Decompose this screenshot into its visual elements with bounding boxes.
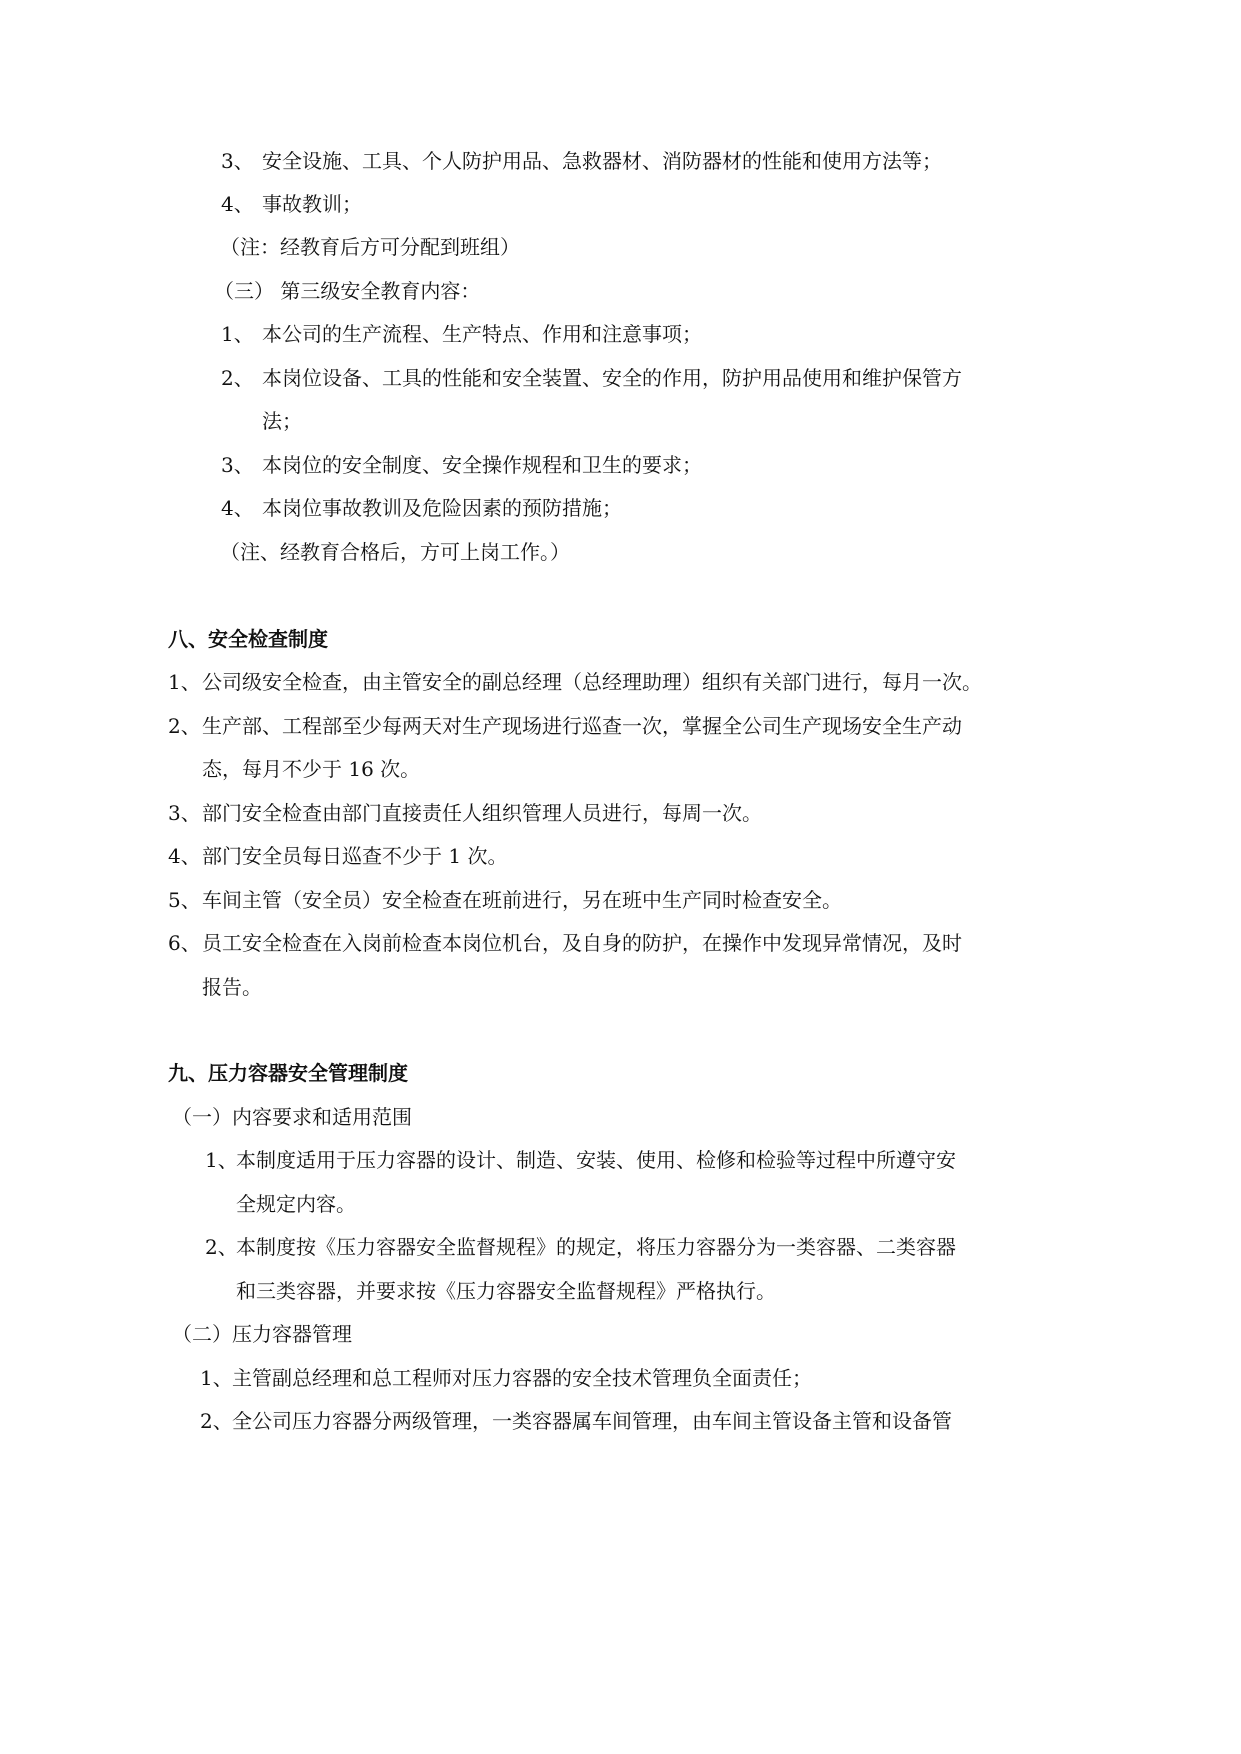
list-item: 主管副总经理和总工程师对压力容器的安全技术管理负全面责任； [232, 1366, 812, 1390]
list-item: 本制度按《压力容器安全监督规程》的规定，将压力容器分为一类容器、二类容器 [236, 1235, 956, 1259]
note: （注：经教育后方可分配到班组） [220, 235, 520, 259]
section-title: 八、安全检查制度 [168, 627, 328, 651]
list-number: 1、 [205, 1148, 238, 1172]
list-number: 3、 [221, 149, 254, 173]
list-number: 2、 [168, 714, 201, 738]
section-title: 九、压力容器安全管理制度 [168, 1061, 408, 1085]
list-item: 车间主管（安全员）安全检查在班前进行，另在班中生产同时检查安全。 [202, 888, 842, 912]
list-item-continuation: 态，每月不少于 16 次。 [202, 757, 421, 781]
list-item: 公司级安全检查，由主管安全的副总经理（总经理助理）组织有关部门进行，每月一次。 [202, 670, 982, 694]
list-number: 2、 [221, 366, 254, 390]
list-item: 本公司的生产流程、生产特点、作用和注意事项； [262, 322, 702, 346]
list-item: 安全设施、工具、个人防护用品、急救器材、消防器材的性能和使用方法等； [262, 149, 942, 173]
list-number: 2、 [200, 1409, 233, 1433]
subsection-heading: （三） 第三级安全教育内容： [214, 279, 481, 303]
subsection-heading: （一）内容要求和适用范围 [172, 1105, 412, 1129]
list-item-continuation: 报告。 [202, 975, 262, 999]
list-item-continuation: 和三类容器，并要求按《压力容器安全监督规程》严格执行。 [236, 1279, 776, 1303]
list-number: 6、 [168, 931, 201, 955]
list-item: 全公司压力容器分两级管理，一类容器属车间管理，由车间主管设备主管和设备管 [232, 1409, 952, 1433]
list-item: 事故教训； [262, 192, 362, 216]
list-item: 本制度适用于压力容器的设计、制造、安装、使用、检修和检验等过程中所遵守安 [236, 1148, 956, 1172]
list-number: 4、 [221, 496, 254, 520]
list-item: 本岗位的安全制度、安全操作规程和卫生的要求； [262, 453, 702, 477]
list-number: 1、 [221, 322, 254, 346]
list-item: 部门安全员每日巡查不少于 1 次。 [202, 844, 508, 868]
list-item: 部门安全检查由部门直接责任人组织管理人员进行，每周一次。 [202, 801, 762, 825]
list-item: 本岗位设备、工具的性能和安全装置、安全的作用，防护用品使用和维护保管方 [262, 366, 962, 390]
list-number: 1、 [200, 1366, 233, 1390]
list-number: 4、 [168, 844, 201, 868]
list-number: 5、 [168, 888, 201, 912]
list-item: 本岗位事故教训及危险因素的预防措施； [262, 496, 622, 520]
list-number: 2、 [205, 1235, 238, 1259]
subsection-heading: （二）压力容器管理 [172, 1322, 352, 1346]
list-number: 1、 [168, 670, 201, 694]
list-item-continuation: 全规定内容。 [236, 1192, 356, 1216]
list-item: 生产部、工程部至少每两天对生产现场进行巡查一次，掌握全公司生产现场安全生产动 [202, 714, 962, 738]
list-item: 员工安全检查在入岗前检查本岗位机台，及自身的防护，在操作中发现异常情况，及时 [202, 931, 962, 955]
list-number: 3、 [168, 801, 201, 825]
list-item-continuation: 法； [262, 409, 302, 433]
note: （注、经教育合格后，方可上岗工作。） [220, 540, 570, 564]
list-number: 4、 [221, 192, 254, 216]
list-number: 3、 [221, 453, 254, 477]
